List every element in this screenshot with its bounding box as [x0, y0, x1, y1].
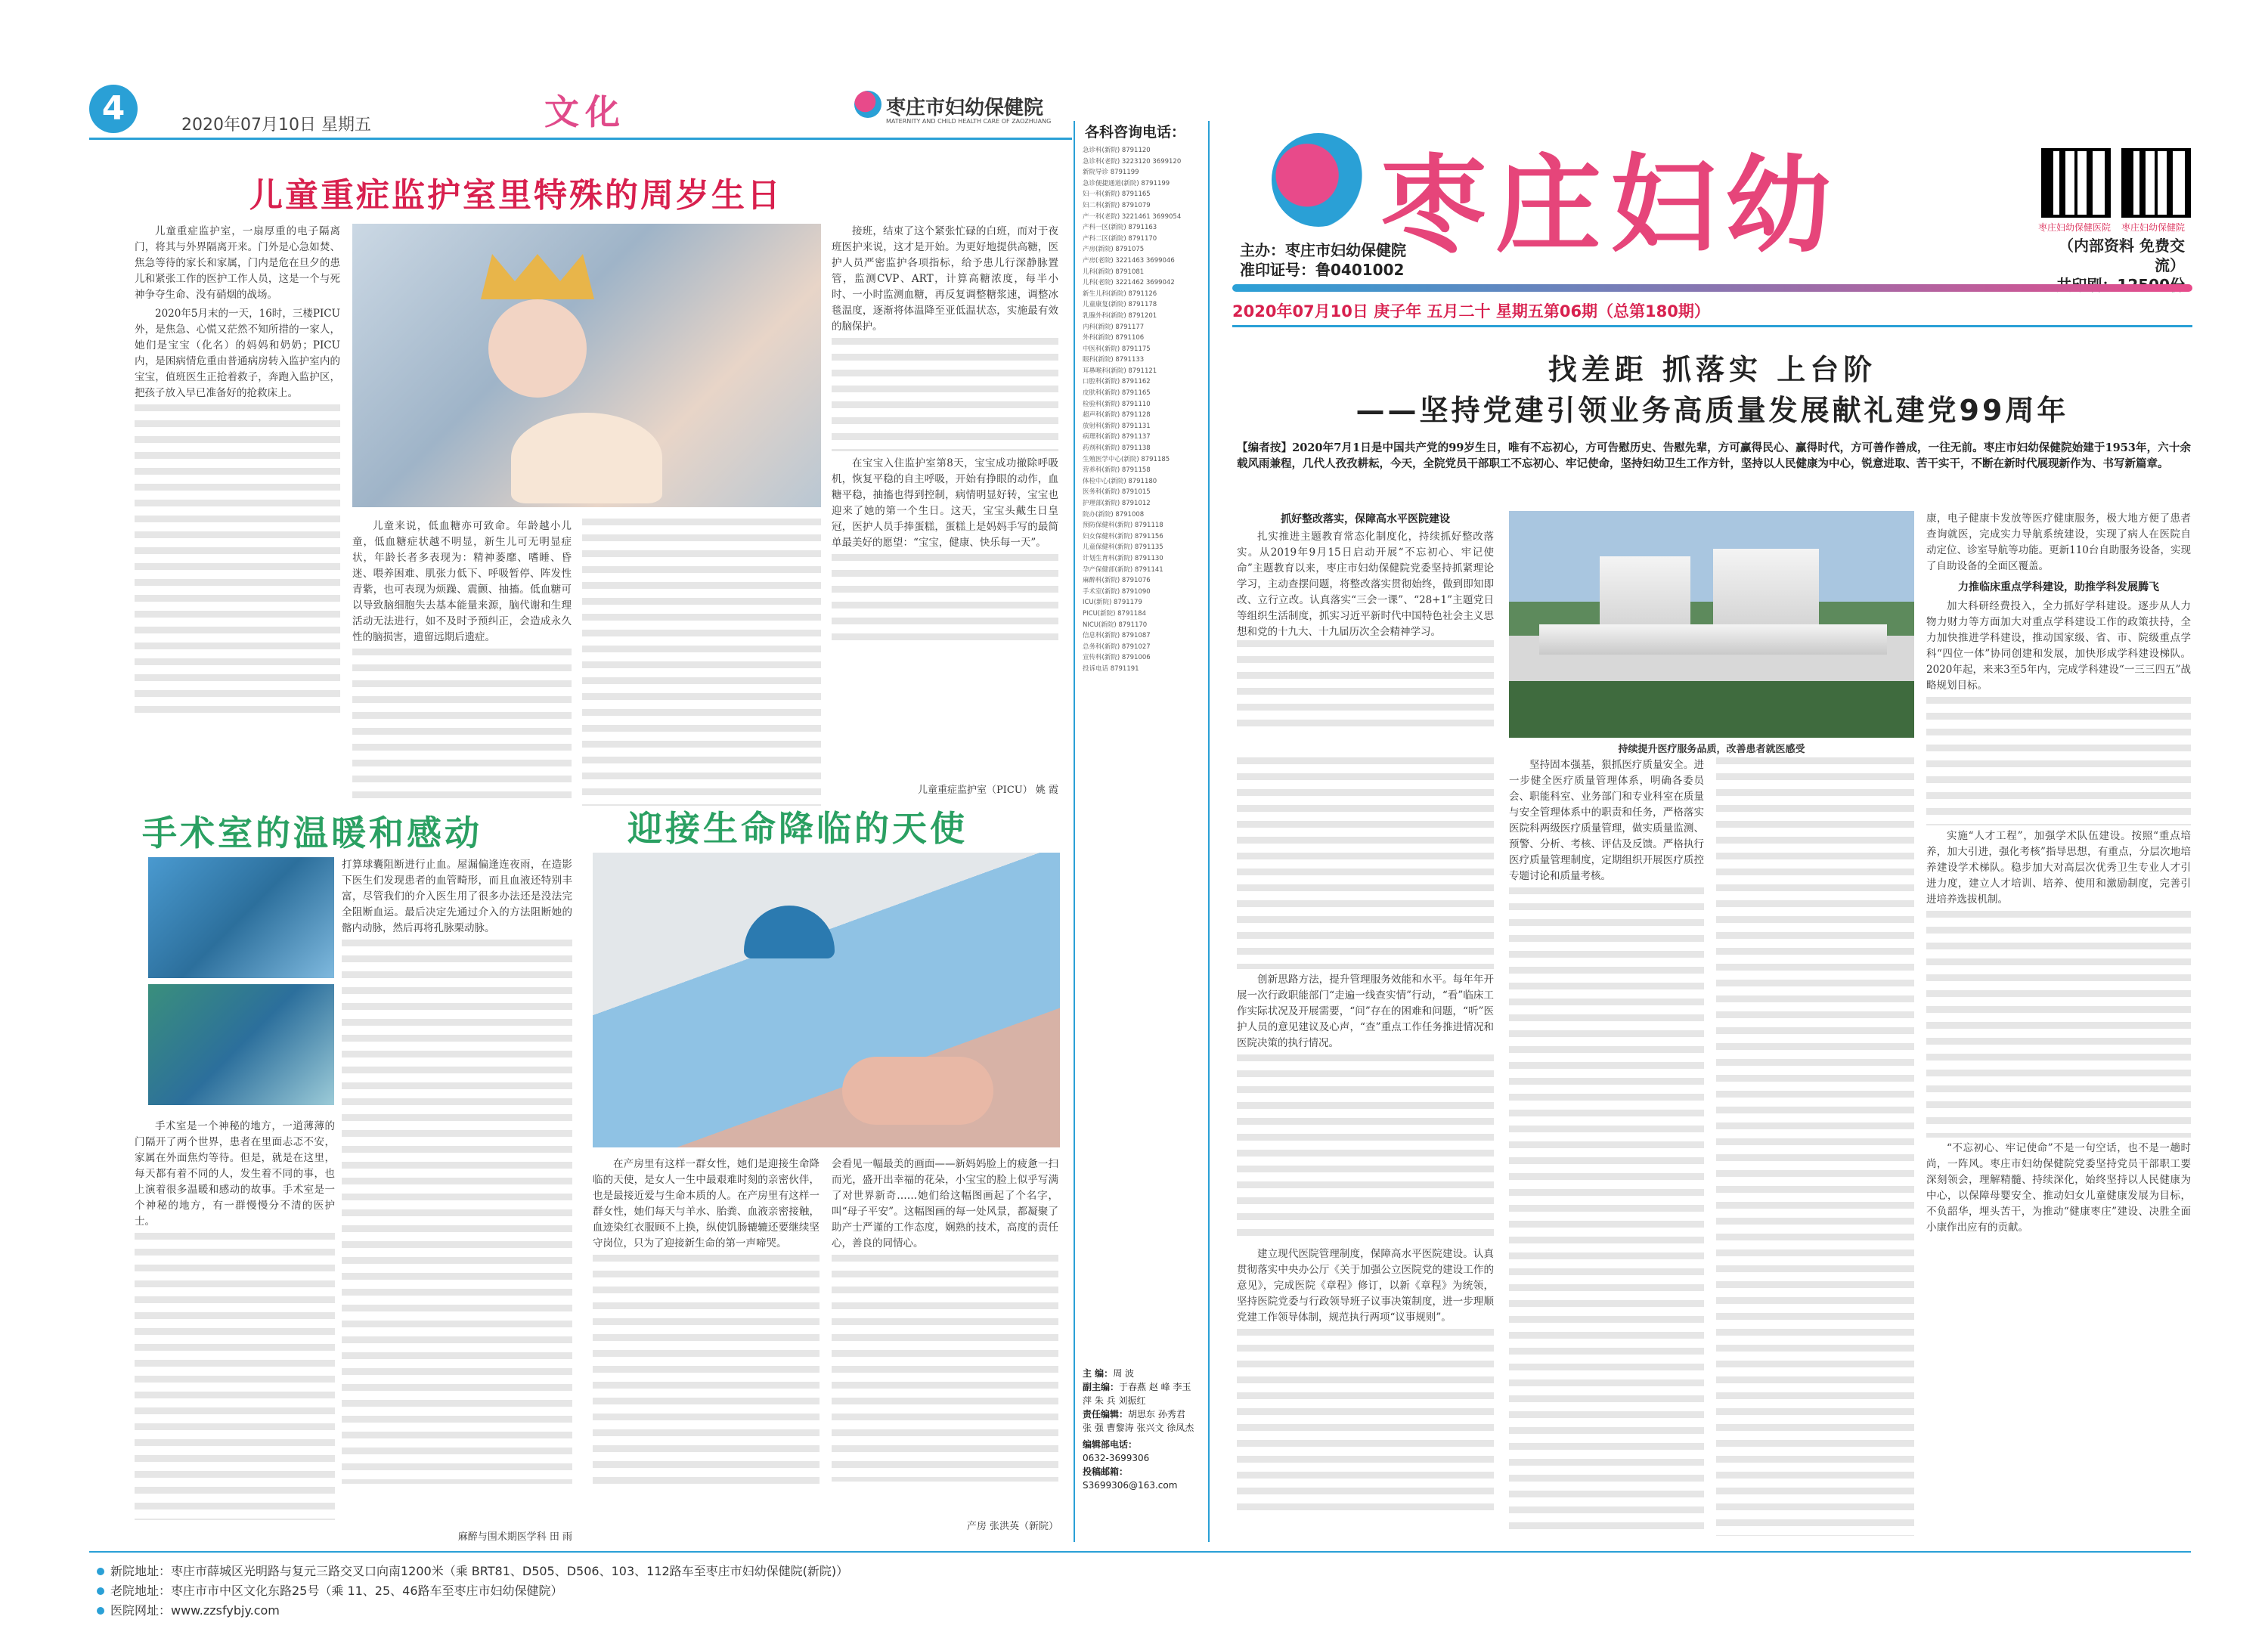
hospital-name: 枣庄市妇幼保健院 — [886, 97, 1044, 119]
chief-editor-label: 主 编： — [1083, 1368, 1114, 1379]
lead-col1b-text: 坚持固本强基，狠抓医疗质量安全。进一步健全医疗质量管理体系，明确各委员会、职能科室、业务部门和专业科室在质量与安全管理体系中的职责和任务，严格落实医院科两级医疗质量管理，做实质量监测、预警、分析、考核、评估及反馈。严格执行医疗质量管理制度，定期组织开展医疗质控专题讨论和质量考核。 — [1509, 759, 1704, 882]
masthead-title: 枣庄妇幼 — [1380, 144, 1841, 268]
article1-column-2 — [352, 519, 572, 806]
lead-col3d-text: “不忘初心、牢记使命”不是一句空话，也不是一趟时尚，一阵风。枣庄市妇幼保健院党委坚持党员干部职工要深刻领会，理解精髓、持续深化，始终坚持以人民健康为中心，以保障母婴安全、推动妇女儿童健康发展为目标，不负韶华，埋头苦干，为推动“健康枣庄”建设、决胜全面小康作出应有的贡献。 — [1926, 1142, 2191, 1234]
bullet-icon — [97, 1587, 104, 1595]
lead-body-text — [1237, 1329, 1494, 1510]
lead-body-text — [1237, 757, 1494, 969]
newborn-shape — [842, 1057, 993, 1125]
lead-col2b-text: 建立现代医院管理制度，保障高水平医院建设。认真贯彻落实中央办公厅《关于加强公立医院党的建设工作的意见》，完成医院《章程》修订，以新《章程》为统领，坚持医院党委与行政领导班子议事决策制度，进一步理顺党建工作领导体制，规范执行两项“议事规则”。 — [1237, 1248, 1494, 1324]
masthead-info — [1240, 240, 1406, 280]
editor-note: 【编者按】2020年7月1日是中国共产党的99岁生日，唯有不忘初心，方可告慰历史、告慰先辈，方可赢得民心、赢得时代，方可善作善成，一往无前。枣庄市妇幼保健院始建于1953年，六十余载风雨兼程，几代人孜孜耕耘，今天，全院党员干部职工不忘初心、牢记使命，坚持妇幼卫生工作方针，坚持以人民健康为中心，锐意进取、苦干实干，不断在新时代展现新作为、书写新篇章。 — [1237, 441, 2191, 470]
phone-row: 信息科(新院) 8791087 — [1083, 632, 1151, 640]
lead-headline: 找差距 抓落实 上台阶 — [1548, 353, 1877, 386]
lead-body-text — [1509, 887, 1704, 1536]
hospital-photo — [1509, 511, 1914, 738]
phone-row: 投诉电话 8791191 — [1083, 664, 1139, 673]
lead-col3c-text: 实施“人才工程”，加强学术队伍建设。按照“重点培养，加大引进，强化考核”指导思想，有重点，分层次地培养建设学术梯队。稳步加大对高层次优秀卫生专业人才引进力度，建立人才培训、培养、使用和激励制度，完善引进培养选拔机制。 — [1926, 830, 2191, 906]
article1-col2-text: 儿童来说，低血糖亦可致命。年龄越小儿童，低血糖症状越不明显，新生儿可无明显症状，年龄长者多表现为：精神萎靡、嗜睡、昏迷、喂养困难、肌张力低下、呼吸暂停、阵发性青紫，也可表现为烦躁、震颤、抽搐。低血糖可以导致脑细胞失去基本能量来源，脑代谢和生理活动无法进行，如不及时予预纠正，会造成永久性的脑损害，遗留远期后遗症。 — [352, 520, 572, 643]
article1-column-3 — [582, 519, 821, 806]
lead-subheadline: ——坚持党建引领业务高质量发展献礼建党99周年 — [1356, 394, 2069, 427]
phone-row: 新院导诊 8791199 — [1083, 169, 1139, 177]
article2-body-text — [135, 1233, 335, 1520]
masthead-logo-icon — [1272, 133, 1365, 227]
article1-paragraph: 2020年5月末的一天，16时，三楼PICU外，是焦急、心慌又茫然不知所措的一家人，她们是宝宝（化名）的妈妈和奶奶；PICU内，是困病情危重由普通病房转入监护室内的宝宝，值班医生正抢着救子，奔跑入监护区，把孩子放入早已准备好的抢救床上。 — [135, 308, 340, 399]
phone-row: 妇女保健科(新院) 8791156 — [1083, 532, 1163, 540]
lead-col1-text: 扎实推进主题教育常态化制度化，持续抓好整改落实。从2019年9月15日启动开展“不忘初心、牢记使命”主题教育以来，枣庄市妇幼保健院党委坚持抓紧理论学习，主动查摆问题，将整改落实贯彻始终，做到即知即改、立行立改。认真落实“三会一课”、“28+1”主题党日等组织生活制度，抓实习近平新时代中国特色社会主义思想和党的十九大、十九届历次全会精神学习。 — [1237, 531, 1494, 638]
surgery-photo-1 — [148, 857, 334, 978]
masthead-host: 主办：枣庄市妇幼保健院 — [1240, 241, 1406, 259]
phone-row: 外科(新院) 8791106 — [1083, 334, 1145, 342]
header-divider — [89, 138, 1072, 140]
phone-row: 宣传科(新院) 8791006 — [1083, 654, 1151, 662]
article2-col2-text: 打算球囊阻断进行止血。屋漏偏逢连夜雨，在造影下医生们发现患者的血管畸形，而且血液还特别丰富，尽管我们的介入医生用了很多办法还是没法完全阻断血运。最后决定先通过介入的方法阻断她的髂内动脉，然后再将孔脉栗动脉。 — [342, 859, 572, 934]
article1-lead: 儿童重症监护室，一扇厚重的电子隔离门，将其与外界隔离开来。门外是心急如焚、焦急等待的家长和家属，门内是危在旦夕的患儿和紧张工作的医护工作人员，这是一个与死神争夺生命、没有硝烟的战场。 — [135, 225, 340, 301]
article1-column-1 — [135, 224, 340, 798]
phone-row: 乳腺外科(新院) 8791201 — [1083, 311, 1157, 320]
phone-list — [1083, 145, 1196, 675]
phone-row: 产房(老院) 3221463 3699046 — [1083, 256, 1175, 265]
lead-col2-text: 创新思路方法，提升管理服务效能和水平。每年年开展一次行政职能部门“走遍一线查实情”行动，“看”临床工作实际状况及开展需要，“问”存在的困难和问题，“听”医护人员的意见建议及心声，“查”重点工作任务推进情况和医院决策的执行情况。 — [1237, 974, 1494, 1049]
article1-body-text — [582, 519, 821, 806]
bullet-icon — [97, 1568, 104, 1575]
phone-row: 产科一区(新院) 8791163 — [1083, 224, 1157, 232]
phone-row: 儿科(老院) 3221462 3699042 — [1083, 279, 1175, 287]
internal-note: （内部资料 免费交流） — [2059, 237, 2185, 274]
phone-row: 放射科(新院) 8791131 — [1083, 422, 1151, 430]
birthday-photo — [352, 224, 821, 507]
page-number: 4 — [89, 85, 138, 133]
column-divider — [1208, 121, 1210, 1542]
phone-row: 儿科(新院) 8791081 — [1083, 268, 1145, 276]
masthead-permit: 准印证号：鲁0401002 — [1240, 261, 1405, 279]
lead-body-text — [1926, 911, 2191, 1138]
lead-column-2 — [1509, 757, 1704, 1536]
footer-old-address — [97, 1581, 563, 1599]
issue-dateline: 2020年07月10日 庚子年 五月二十 星期五第06期（总第180期） — [1232, 302, 1710, 320]
phone-row: PICU(新院) 8791184 — [1083, 609, 1146, 618]
phone-row: 急诊科(老院) 3223120 3699120 — [1083, 157, 1182, 166]
article3-column-1 — [593, 1157, 820, 1534]
article3-column-2 — [832, 1157, 1058, 1512]
deputy-editors: 于春燕 赵 峰 李玉萍 朱 兵 刘振红 — [1083, 1382, 1191, 1406]
article1-col3b-text: 在宝宝入住监护室第8天，宝宝成功撤除呼吸机，恢复平稳的自主呼吸，开始有挣眼的动作，血糖平稳，抽搐也得到控制，病情明显好转，宝宝也迎来了她的第一个生日。这天，宝宝头戴生日皇冠，医护人员手捧蛋糕，蛋糕上是妈妈手写的最简单最美好的愿望：“宝宝，健康、快乐每一天”。 — [832, 457, 1058, 549]
deputy-editor-label: 副主编： — [1083, 1382, 1120, 1392]
phone-row: ICU(新院) 8791179 — [1083, 599, 1142, 607]
submission-email[interactable]: S3699306@163.com — [1083, 1480, 1178, 1491]
phone-row: 手术室(新院) 8791090 — [1083, 587, 1151, 596]
phone-list-title: 各科咨询电话： — [1085, 124, 1186, 141]
section-label: 文化 — [544, 91, 626, 132]
footer-divider — [89, 1551, 2191, 1553]
hospital-building-shape — [1539, 624, 1887, 655]
bullet-icon — [97, 1607, 104, 1615]
article3-title: 迎接生命降临的天使 — [627, 808, 968, 849]
lead-body-text — [1237, 640, 1494, 731]
responsible-editor-label: 责任编辑： — [1083, 1409, 1129, 1420]
editor-phone-label: 编辑部电话： — [1083, 1439, 1138, 1450]
phone-row: 总务科(新院) 8791027 — [1083, 643, 1151, 651]
lead-column-4 — [1926, 511, 2191, 1539]
article1-body-text — [135, 404, 340, 722]
footer-new-address — [97, 1562, 848, 1579]
hospital-logo-icon — [854, 91, 881, 118]
footer-website — [97, 1601, 280, 1618]
lead-body-text — [1926, 697, 2191, 825]
issue-date: 2020年07月10日 星期五 — [181, 116, 371, 135]
phone-row: 药剂科(新院) 8791138 — [1083, 444, 1151, 453]
qr-label: 枣庄妇幼保健院 — [2121, 222, 2186, 233]
responsible-editors: 胡思东 孙秀君 张 强 曹黎涛 张兴文 徐凤杰 — [1083, 1409, 1194, 1433]
article2-body-text — [342, 940, 572, 1484]
baby-face-shape — [488, 299, 587, 398]
cake-shape — [511, 413, 662, 503]
hospital-photo-caption: 持续提升医疗服务品质，改善患者就医感受 — [1618, 744, 1805, 755]
phone-row: 皮肤科(新院) 8791165 — [1083, 389, 1151, 398]
article3-col2-text: 会看见一幅最美的画面——新妈妈脸上的疲惫一扫而光，盛开出幸福的花朵，小宝宝的脸上似乎写满了对世界新奇……她们给这幅图画起了个名字，叫“母子平安”。这幅图画的每一处风景，都凝聚了助产士严谨的工作态度，娴熟的技术，高度的责任心，善良的同情心。 — [832, 1158, 1058, 1249]
phone-row: 产科二区(新院) 8791170 — [1083, 234, 1157, 243]
phone-row: 产房(新院) 8791075 — [1083, 246, 1145, 254]
lead-col3-text: 康，电子健康卡发放等医疗健康服务，极大地方便了患者查询就医，完成实力导航系统建设，实现了病人在医院自动定位、诊室导航等功能。更新110台自助服务设备，实现了自助设备的全面区覆盖。 — [1926, 512, 2191, 572]
article1-col3-text: 接班，结束了这个紧张忙碌的白班，而对于夜班医护来说，这才是开始。为更好地提供高糖，医护人员严密监护各项指标，给予患儿行深静脉置管，监测CVP、ART，计算高糖浓度，每半小时、一小时监测血糖，再反复调整糖浆速，调整冰毯温度，逐渐将体温降至亚低温状态，实施最有效的脑保护。 — [832, 225, 1058, 333]
masthead-swoosh — [1232, 284, 2192, 292]
phone-row: 妇二科(新院) 8791079 — [1083, 201, 1151, 209]
phone-row: 预防保健科(新院) 8791118 — [1083, 522, 1163, 530]
phone-row: 检验科(新院) 8791110 — [1083, 400, 1151, 408]
nurse-newborn-photo — [593, 853, 1060, 1147]
crown-icon — [481, 254, 594, 299]
lead-section-heading: 抓好整改落实，保障高水平医院建设 — [1281, 513, 1450, 525]
article3-body-text — [593, 1255, 820, 1489]
article1-byline: 儿童重症监护室（PICU） 姚 霞 — [917, 785, 1058, 796]
lead-column-3 — [1716, 757, 1914, 1536]
phone-row: 计划生育科(新院) 8791130 — [1083, 554, 1163, 562]
old-address-text: 老院地址：枣庄市市中区文化东路25号（乘 11、25、46路车至枣庄市妇幼保健院） — [110, 1584, 563, 1598]
article2-byline: 麻醉与围术期医学科 田 雨 — [457, 1531, 572, 1543]
lead-column-1a — [1237, 529, 1494, 756]
phone-row: 急诊科(新院) 8791120 — [1083, 147, 1151, 154]
qr-code-icon[interactable] — [2041, 148, 2111, 218]
article1-column-4 — [832, 224, 1058, 776]
article3-body-text — [832, 1255, 1058, 1482]
phone-row: 妇一科(新院) 8791165 — [1083, 190, 1151, 199]
phone-row: 眼科(新院) 8791133 — [1083, 356, 1145, 364]
article1-body-text — [832, 554, 1058, 645]
lead-body-text — [1716, 757, 1914, 1536]
editorial-staff — [1083, 1367, 1196, 1492]
article1-title: 儿童重症监护室里特殊的周岁生日 — [249, 176, 782, 215]
article3-byline: 产房 张洪英（新院） — [966, 1521, 1058, 1532]
qr-label: 枣庄妇幼保健医院 — [2038, 222, 2112, 233]
phone-row: 医务科(新院) 8791015 — [1083, 488, 1151, 497]
lead-section-heading: 力推临床重点学科建设，助推学科发展腾飞 — [1958, 581, 2159, 593]
phone-row: NICU(新院) 8791170 — [1083, 621, 1148, 629]
phone-row: 护理部(新院) 8791012 — [1083, 500, 1151, 507]
column-divider — [1074, 121, 1075, 1542]
phone-row: 内科(新院) 8791177 — [1083, 323, 1145, 331]
article3-lead: 在产房里有这样一群女性，她们是迎接生命降临的天使，是女人一生中最艰难时刻的亲密伙伴，也是最接近爱与生命本质的人。在产房里有这样一群女性，她们每天与羊水、胎粪、血液亲密接触，血迹染红衣服顾不上换，纵使饥肠辘辘还要继续坚守岗位，只为了迎接新生命的第一声啼哭。 — [593, 1158, 820, 1249]
editor-phone: 0632-3699306 — [1083, 1453, 1150, 1463]
phone-row: 耳鼻喉科(新院) 8791121 — [1083, 367, 1157, 375]
lead-column-1b — [1237, 757, 1494, 969]
phone-row: 营养科(新院) 8791158 — [1083, 466, 1151, 475]
phone-row: 急诊便捷通道(新院) 8791199 — [1083, 179, 1170, 187]
phone-row: 体检中心(新院) 8791180 — [1083, 477, 1157, 485]
article1-body-text — [352, 649, 572, 800]
chief-editor: 周 波 — [1113, 1368, 1135, 1379]
qr-code-icon[interactable] — [2121, 148, 2191, 218]
phone-row: 儿童保健科(新院) 8791135 — [1083, 543, 1163, 552]
hospital-name-en: MATERNITY AND CHILD HEALTH CARE OF ZAOZHUANG — [886, 118, 1052, 125]
phone-row: 病理科(新院) 8791137 — [1083, 433, 1151, 441]
phone-row: 孕产保健部(新院) 8791141 — [1083, 565, 1163, 574]
phone-row: 生殖医学中心(新院) 8791185 — [1083, 455, 1170, 463]
phone-row: 新生儿科(新院) 8791126 — [1083, 290, 1157, 298]
phone-row: 麻醉科(新院) 8791076 — [1083, 577, 1151, 585]
lead-body-text — [1237, 1054, 1494, 1243]
phone-row: 儿童康复(新院) 8791178 — [1083, 301, 1157, 309]
lead-col3b-text: 加大科研经费投入，全力抓好学科建设。逐步从人力物力财力等方面加大对重点学科建设工作的政策扶持，全力加快推进学科建设，推动国家级、省、市、院级重点学科“四位一体”协同创建和发展，加快形成学科建设梯队。2020年起，来来3至5年内，完成学科建设“一三三四五”战略规划目标。 — [1926, 600, 2191, 692]
new-address-text: 新院地址：枣庄市薛城区光明路与复元三路交叉口向南1200米（乘 BRT81、D505、D506、103、112路车至枣庄市妇幼保健院(新院)） — [110, 1564, 849, 1578]
phone-row: 超声科(新院) 8791128 — [1083, 411, 1151, 420]
phone-row: 院办(新院) 8791008 — [1083, 510, 1145, 519]
article2-lead: 手术室是一个神秘的地方，一道薄薄的门隔开了两个世界，患者在里面忐忑不安，家属在外面焦灼等待。但是，就是在这里，每天都有着不同的人，发生着不同的事，也上演着很多温暖和感动的故事。手术室是一个神秘的地方，有一群慢慢分不清的医护士。 — [135, 1120, 335, 1228]
lead-column-1c — [1237, 972, 1494, 1539]
phone-row: 中医科(新院) 8791175 — [1083, 345, 1151, 353]
phone-row: 口腔科(新院) 8791162 — [1083, 378, 1151, 386]
website-link[interactable]: 医院网址：www.zzsfybjy.com — [110, 1603, 280, 1618]
dateline-divider — [1232, 325, 2192, 327]
article2-column-2 — [342, 857, 572, 1522]
surgery-photo-2 — [148, 984, 334, 1105]
article2-title: 手术室的温暖和感动 — [142, 813, 482, 853]
article2-column-1 — [135, 1119, 335, 1542]
submission-email-label: 投稿邮箱： — [1083, 1466, 1129, 1477]
phone-row: 产一科(老院) 3221461 3699054 — [1083, 212, 1182, 221]
surgical-cap-shape — [744, 906, 835, 958]
article1-body-text — [832, 338, 1058, 451]
